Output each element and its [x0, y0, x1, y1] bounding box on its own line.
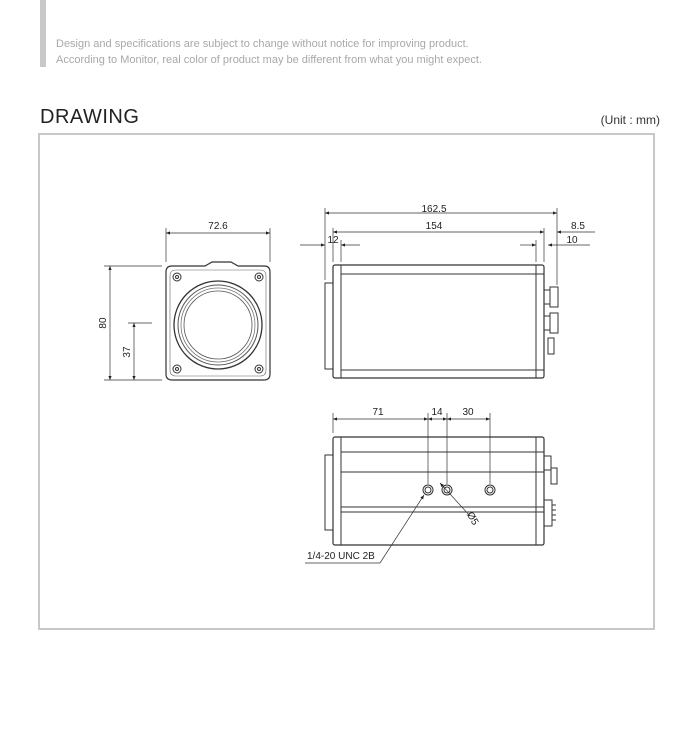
total-length-label: 162.5	[421, 204, 447, 215]
mounting-hole-icon	[423, 485, 495, 495]
front-offset-label: 12	[327, 235, 339, 246]
thread-spec-label: 1/4-20 UNC 2B	[307, 551, 375, 562]
rear-offset-label: 10	[566, 235, 578, 246]
hole-spacing-label: 14	[431, 407, 443, 418]
unit-label: (Unit : mm)	[600, 113, 660, 127]
disclaimer-line-1: Design and specifications are subject to change without notice for improving product.	[56, 38, 469, 50]
disclaimer-line-2: According to Monitor, real color of product may be different from what you might expect.	[56, 54, 482, 66]
connector-icon	[544, 456, 557, 526]
section-title: DRAWING	[40, 106, 140, 128]
connector-icon	[544, 287, 558, 354]
rear-connector-label: 8.5	[571, 221, 585, 232]
hole1-offset-label: 71	[372, 407, 384, 418]
bottom-view	[325, 437, 557, 545]
hole3-offset-label: 30	[462, 407, 474, 418]
front-view	[166, 262, 270, 380]
side-view	[325, 265, 558, 378]
hole-diameter-label: Ø5	[464, 510, 481, 528]
mount-height-label: 37	[122, 346, 133, 358]
body-length-label: 154	[425, 221, 443, 232]
front-width-label: 72.6	[208, 221, 228, 232]
front-height-label: 80	[98, 317, 109, 329]
